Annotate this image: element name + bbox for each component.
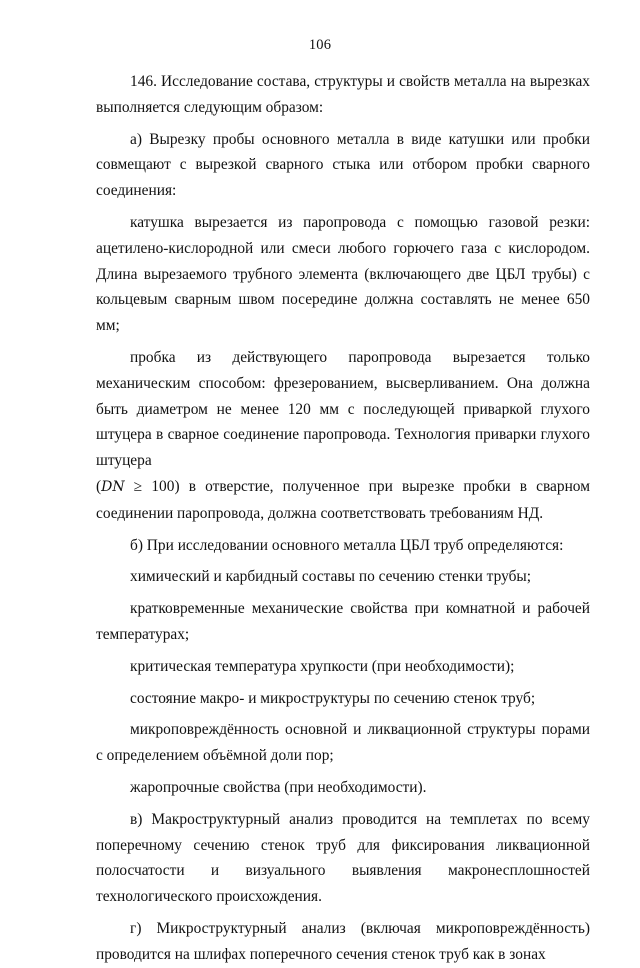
page-number: 106 [308, 37, 332, 53]
paragraph-plug-tail: в отверстие, полученное при вырезке пробки в сварном соединении паропровода, должна соответствовать требованиям НД. [96, 477, 590, 522]
formula-dn: DN [101, 478, 125, 495]
paragraph-b: б) При исследовании основного металла ЦБЛ труб определяются: [130, 536, 564, 554]
paragraph-coil: катушка вырезается из паропровода с помощью газовой резки: ацетилено-кислородной или смеси любого горючего газа с кислородом. Длина вырезаемого трубного элемента (включающего две ЦБЛ трубы) с кольцевым сварным швом посередине должна составлять не менее 650 мм; [96, 213, 590, 335]
paragraph-plug: пробка из действующего паропровода вырезается только механическим способом: фрезерованием, высверливанием. Она должна быть диаметром не менее 120 мм с последующей приваркой глухого штуцера в сварное соединение паропровода. Технология приварки глухого штуцера [96, 348, 590, 470]
paragraph-a: а) Вырезку пробы основного металла в виде катушки или пробки совмещают с вырезкой сварного стыка или отбором пробки сварного соединения: [96, 130, 590, 200]
list-item-mechanical: кратковременные механические свойства при комнатной и рабочей температурах; [96, 600, 590, 643]
paragraph-g: г) Микроструктурный анализ (включая микроповреждённость) проводится на шлифах поперечного сечения стенок труб как в зонах [96, 919, 590, 963]
paragraph-plug-continued: (DN ≥ 100) в отверстие, полученное при вырезке пробки в сварном соединении паропровода, должна соответствовать требованиям НД. [96, 477, 590, 522]
formula-value: 100 [151, 477, 175, 495]
document-body [96, 69, 590, 968]
list-item-heat-resistance: жаропрочные свойства (при необходимости). [130, 778, 427, 796]
list-item-damage: микроповреждённость основной и ликвационной структуры порами с определением объёмной доли пор; [96, 721, 590, 765]
paragraph-v: в) Макроструктурный анализ проводится на темплетах по всему поперечному сечению стенок труб для фиксирования ликвационной полосчатости и визуального выявления макронесплошностей технологического происхождения. [96, 810, 590, 906]
formula-op: ≥ [133, 477, 143, 495]
list-item-brittleness: критическая температура хрупкости (при необходимости); [130, 657, 515, 675]
list-item-structure: состояние макро- и микроструктуры по сечению стенок труб; [130, 689, 536, 707]
list-item-chemical: химический и карбидный составы по сечению стенки трубы; [130, 568, 532, 586]
paragraph-146: 146. Исследование состава, структуры и свойств металла на вырезках выполняется следующим образом: [96, 73, 590, 116]
